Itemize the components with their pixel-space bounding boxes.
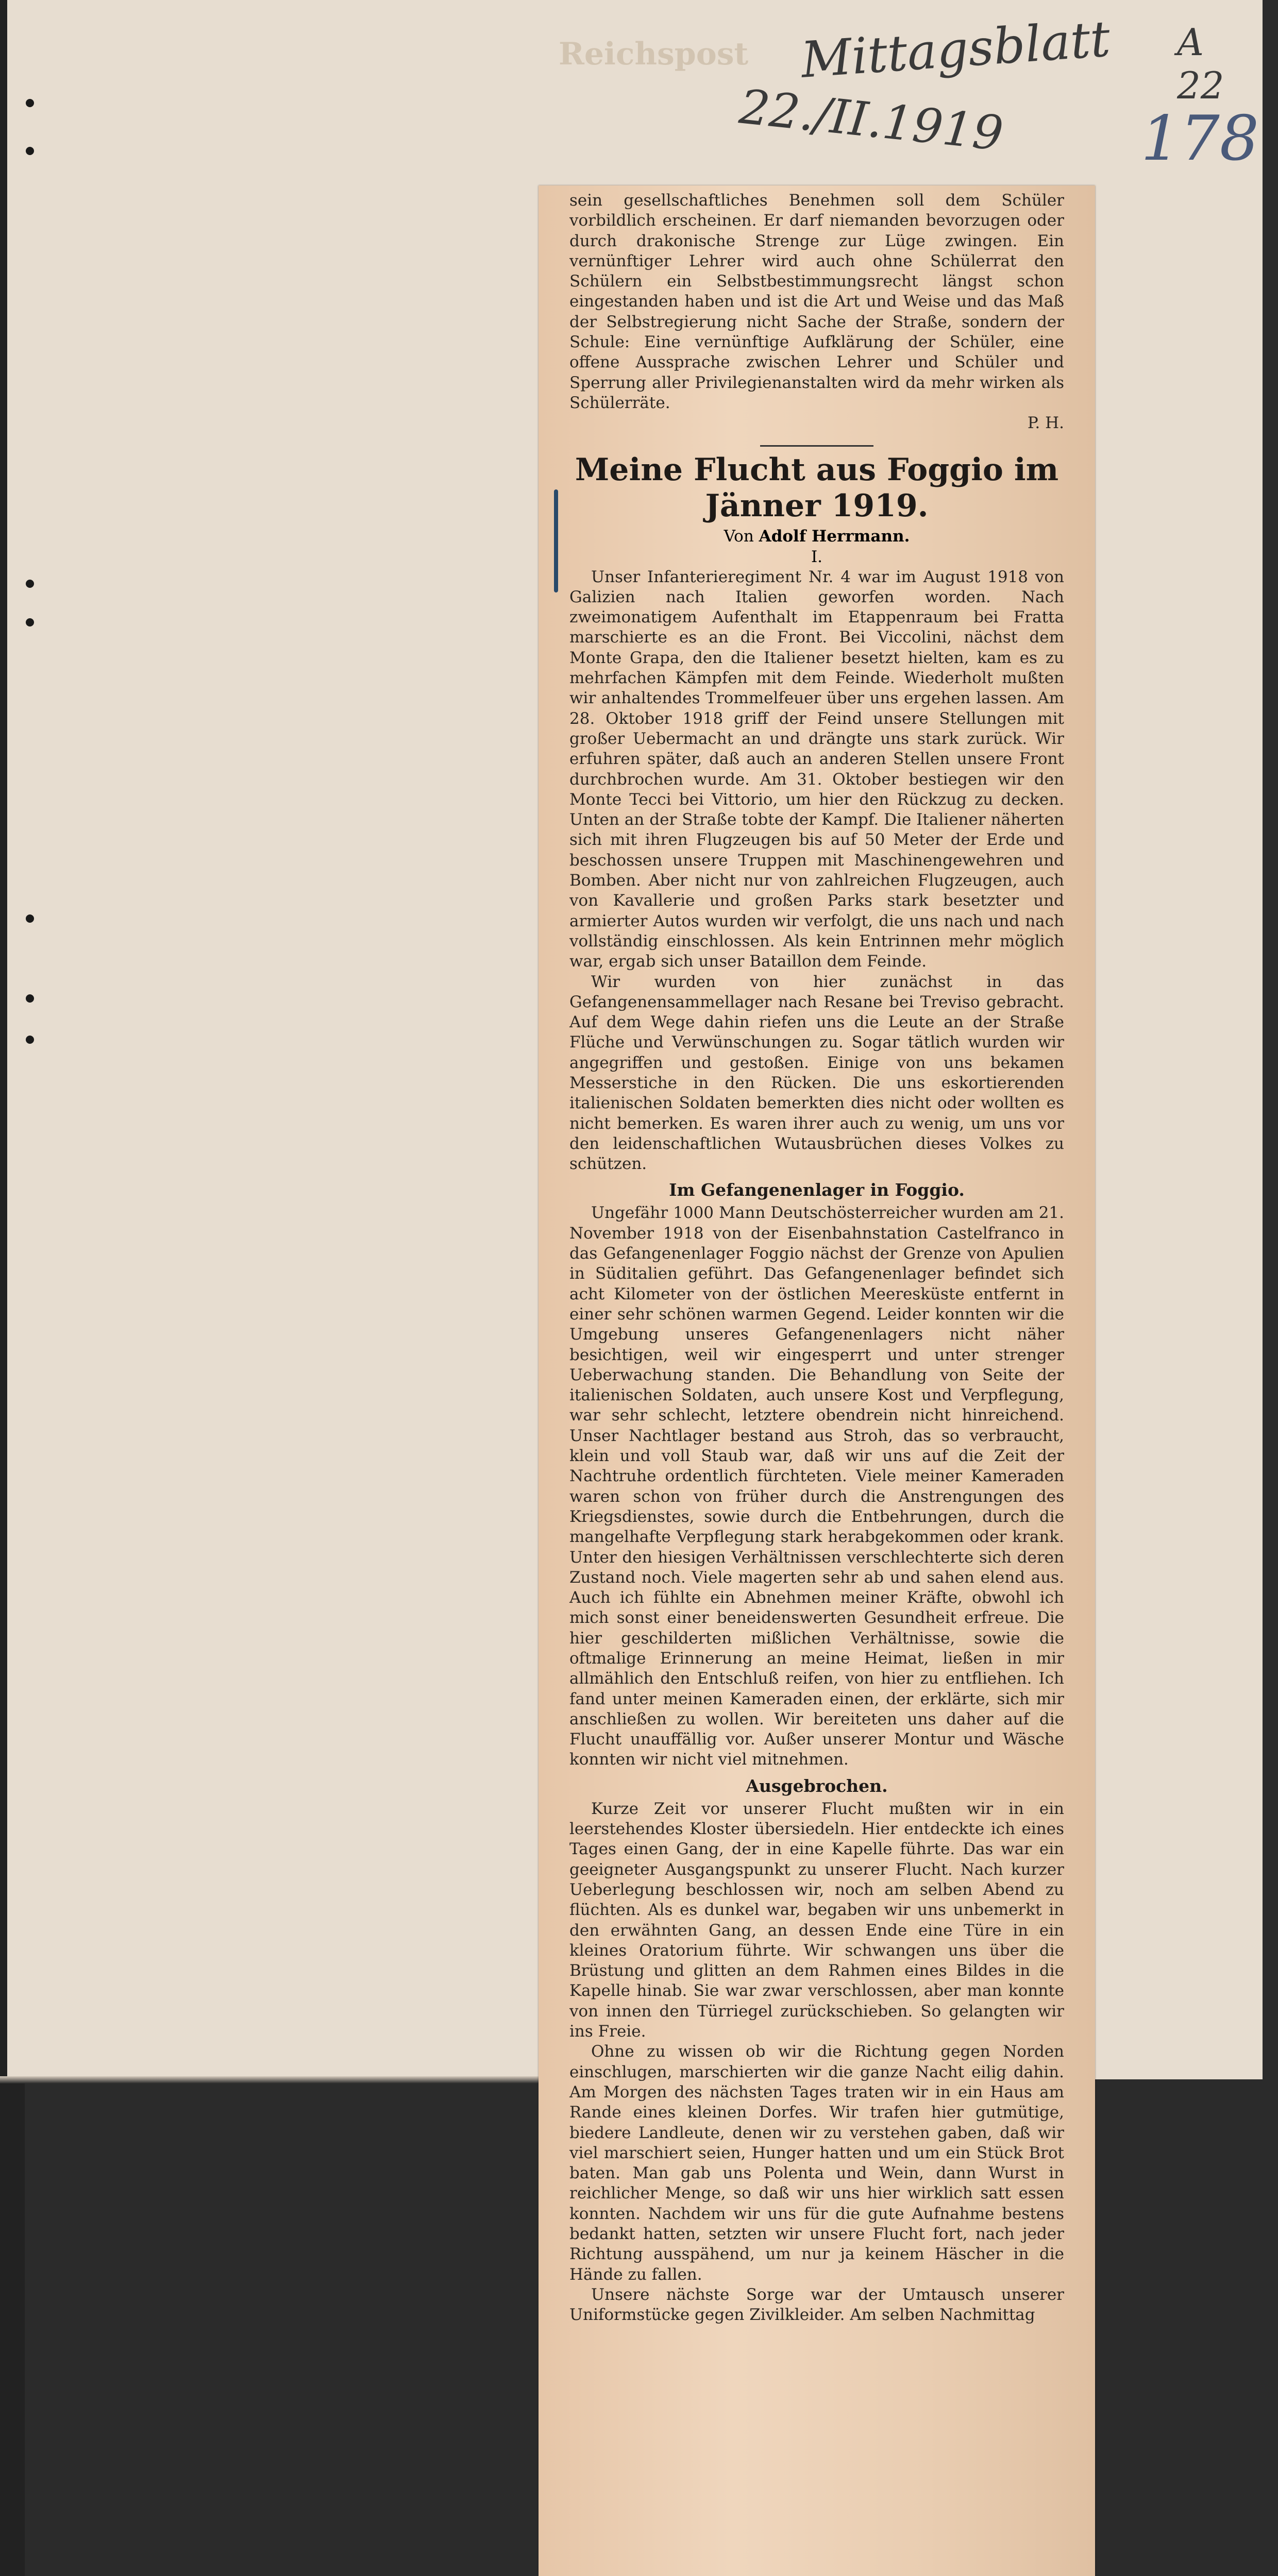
article-body-part3 <box>569 1799 1064 2326</box>
date-handwriting: 22./II.1919 <box>736 79 1006 162</box>
paragraph: Unsere nächste Sorge war der Umtausch unserer Uniformstücke gegen Zivilkleider. Am selben Nachmittag <box>569 2285 1064 2325</box>
newspaper-stamp: Reichspost <box>559 36 749 72</box>
previous-article-end <box>569 191 1064 434</box>
article-byline <box>569 526 1064 547</box>
punch-hole <box>26 147 34 155</box>
paragraph: Unser Infanterieregiment Nr. 4 war im August 1918 von Galizien nach Italien geworfen worden. Nach zweimonatigem Aufenthalt im Etappenraum bei Fratta marschierte es an die Front. Bei Viccolini, nächst dem Monte Grapa, den die Italiener besetzt hielten, kam es zu mehrfachen Kämpfen mit dem Feinde. Wiederholt mußten wir anhaltendes Trommelfeuer über uns ergehen lassen. Am 28. Oktober 1918 griff der Feind unsere Stellungen mit großer Uebermacht an und drängte uns stark zurück. Wir erfuhren später, daß auch an anderen Stellen unsere Front durchbrochen wurde. Am 31. Oktober bestiegen wir den Monte Tecci bei Vittorio, um hier den Rückzug zu decken. Unten an der Straße tobte der Kampf. Die Italiener näherten sich mit ihren Flugzeugen bis auf 50 Meter der Erde und beschossen unsere Truppen mit Maschinengewehren und Bomben. Aber nicht nur von zahlreichen Flugzeugen, auch von Kavallerie und großen Parks stark besetzter und armierter Autos wurden wir verfolgt, die uns nach und nach vollständig einschlossen. Als kein Entrinnen mehr möglich war, ergab sich unser Bataillon dem Feinde. <box>569 567 1064 971</box>
punch-hole <box>26 580 34 588</box>
article-headline: Meine Flucht aus Foggio im Jänner 1919. <box>575 451 1059 524</box>
byline-prefix: Von <box>724 527 754 546</box>
subheading-prison-camp: Im Gefangenenlager in Foggio. <box>669 1180 965 1200</box>
paragraph: Ohne zu wissen ob wir die Richtung gegen Norden einschlugen, marschierten wir die ganze Nacht eilig dahin. Am Morgen des nächsten Tages traten wir in ein Haus am Rande eines kleinen Dorfes. Wir trafen hier gutmütige, biedere Landleute, denen wir zu verstehen gaben, daß wir viel marschiert seien, Hunger hatten und um ein Stück Brot baten. Man gab uns Polenta und Wein, dann Wurst in reichlicher Menge, so daß wir uns hier wirklich satt essen konnten. Nachdem wir uns für die gute Aufnahme bestens bedankt hatten, setzten wir unsere Flucht fort, nach jeder Richtung ausspähend, um nur ja keinem Häscher in die Hände zu fallen. <box>569 2042 1064 2284</box>
edition-handwriting: Mittagsblatt <box>799 10 1112 89</box>
punch-hole <box>26 914 34 923</box>
article-body-part2 <box>569 1203 1064 1770</box>
paragraph: Kurze Zeit vor unserer Flucht mußten wir in ein leerstehendes Kloster übersiedeln. Hier entdeckte ich eines Tages einen Gang, der in eine Kapelle führte. Das war ein geeigneter Ausgangspunkt zu unserer Flucht. Nach kurzer Ueberlegung beschlossen wir, noch am selben Abend zu flüchten. Als es dunkel war, begaben wir uns unbemerkt in den erwähnten Gang, an dessen Ende eine Türe in ein kleines Oratorium führte. Wir schwangen uns über die Brüstung und glitten an dem Rahmen eines Bildes in die Kapelle hinab. Sie war zwar verschlossen, aber man konnte von innen den Türriegel zurückschieben. So gelangten wir ins Freie. <box>569 1799 1064 2041</box>
pen-mark <box>554 489 558 592</box>
previous-paragraph: sein gesellschaftliches Benehmen soll dem Schüler vorbildlich erscheinen. Er darf niemanden bevorzugen oder durch drakonische Strenge zur Lüge zwingen. Ein vernünftiger Lehrer wird auch ohne Schülerrat den Schülern ein Selbstbestimmungsrecht längst schon eingestanden haben und ist die Art und Weise und das Maß der Selbstregierung nicht Sache der Straße, sondern der Schule: Eine vernünftige Aufklärung der Schüler, eine offene Aussprache zwischen Lehrer und Schüler und Sperrung aller Privilegienanstalten wird da mehr wirken als Schülerräte. <box>569 191 1064 412</box>
punch-hole <box>26 99 34 107</box>
subheading-breakout: Ausgebrochen. <box>746 1775 888 1796</box>
archive-number-handwriting: 178 <box>1141 103 1259 175</box>
corner-note-handwriting: A 22 <box>1177 21 1224 107</box>
paragraph: Ungefähr 1000 Mann Deutschösterreicher wurden am 21. November 1918 von der Eisenbahnstation Castelfranco in das Gefangenenlager Foggio nächst der Grenze von Apulien in Süditalien geführt. Das Gefangenenlager befindet sich acht Kilometer von der östlichen Meeresküste entfernt in einer sehr schönen warmen Gegend. Leider konnten wir die Umgebung unseres Gefangenenlagers nicht näher besichtigen, weil wir eingesperrt und unter strenger Ueberwachung standen. Die Behandlung von Seite der italienischen Soldaten, auch unsere Kost und Verpflegung, war sehr schlecht, letztere obendrein nicht hinreichend. Unser Nachtlager bestand aus Stroh, das so verbraucht, klein und voll Staub war, daß wir uns auf die Zeit der Nachtruhe ordentlich fürchteten. Viele meiner Kameraden waren schon von früher durch die Anstrengungen des Kriegsdienstes, sowie durch die Entbehrungen, durch die mangelhafte Verpflegung stark herabgekommen oder krank. Unter den hiesigen Verhältnissen verschlechterte sich deren Zustand noch. Viele magerten sehr ab und sahen elend aus. Auch ich fühlte ein Abnehmen meiner Kräfte, obwohl ich mich sonst einer beneidenswerten Gesundheit erfreue. Die hier geschilderten mißlichen Verhältnisse, sowie die oftmalige Erinnerung an meine Heimat, ließen in mir allmählich den Entschluß reifen, von hier zu entfliehen. Ich fand unter meinen Kameraden einen, der erklärte, sich mir anschließen zu wollen. Wir bereiteten uns daher auf die Flucht unauffällig vor. Außer unserer Montur und Wäsche konnten wir nicht viel mitnehmen. <box>569 1204 1064 1769</box>
part-number: I. <box>811 547 823 566</box>
punch-hole <box>26 994 34 1003</box>
punch-hole <box>26 1036 34 1044</box>
newspaper-clipping <box>539 185 1095 2576</box>
article-body-part1 <box>569 567 1064 1175</box>
punch-hole <box>26 618 34 626</box>
article-column <box>569 191 1064 2326</box>
previous-signature: P. H. <box>1027 414 1064 433</box>
paragraph: Wir wurden von hier zunächst in das Gefangenensammellager nach Resane bei Treviso gebracht. Auf dem Wege dahin riefen uns die Leute an der Straße Flüche und Verwünschungen zu. Sogar tätlich wurden wir angegriffen und gestoßen. Einige von uns bekamen Messerstiche in den Rücken. Die uns eskortierenden italienischen Soldaten bemerkten dies nicht oder wollten es nicht bemerken. Es waren ihrer auch zu wenig, um uns vor den leidenschaftlichen Wutausbrüchen dieses Volkes zu schützen. <box>569 972 1064 1174</box>
byline-author: Adolf Herrmann. <box>759 527 910 546</box>
separator-rule <box>760 445 873 447</box>
page-edge <box>0 2076 546 2083</box>
